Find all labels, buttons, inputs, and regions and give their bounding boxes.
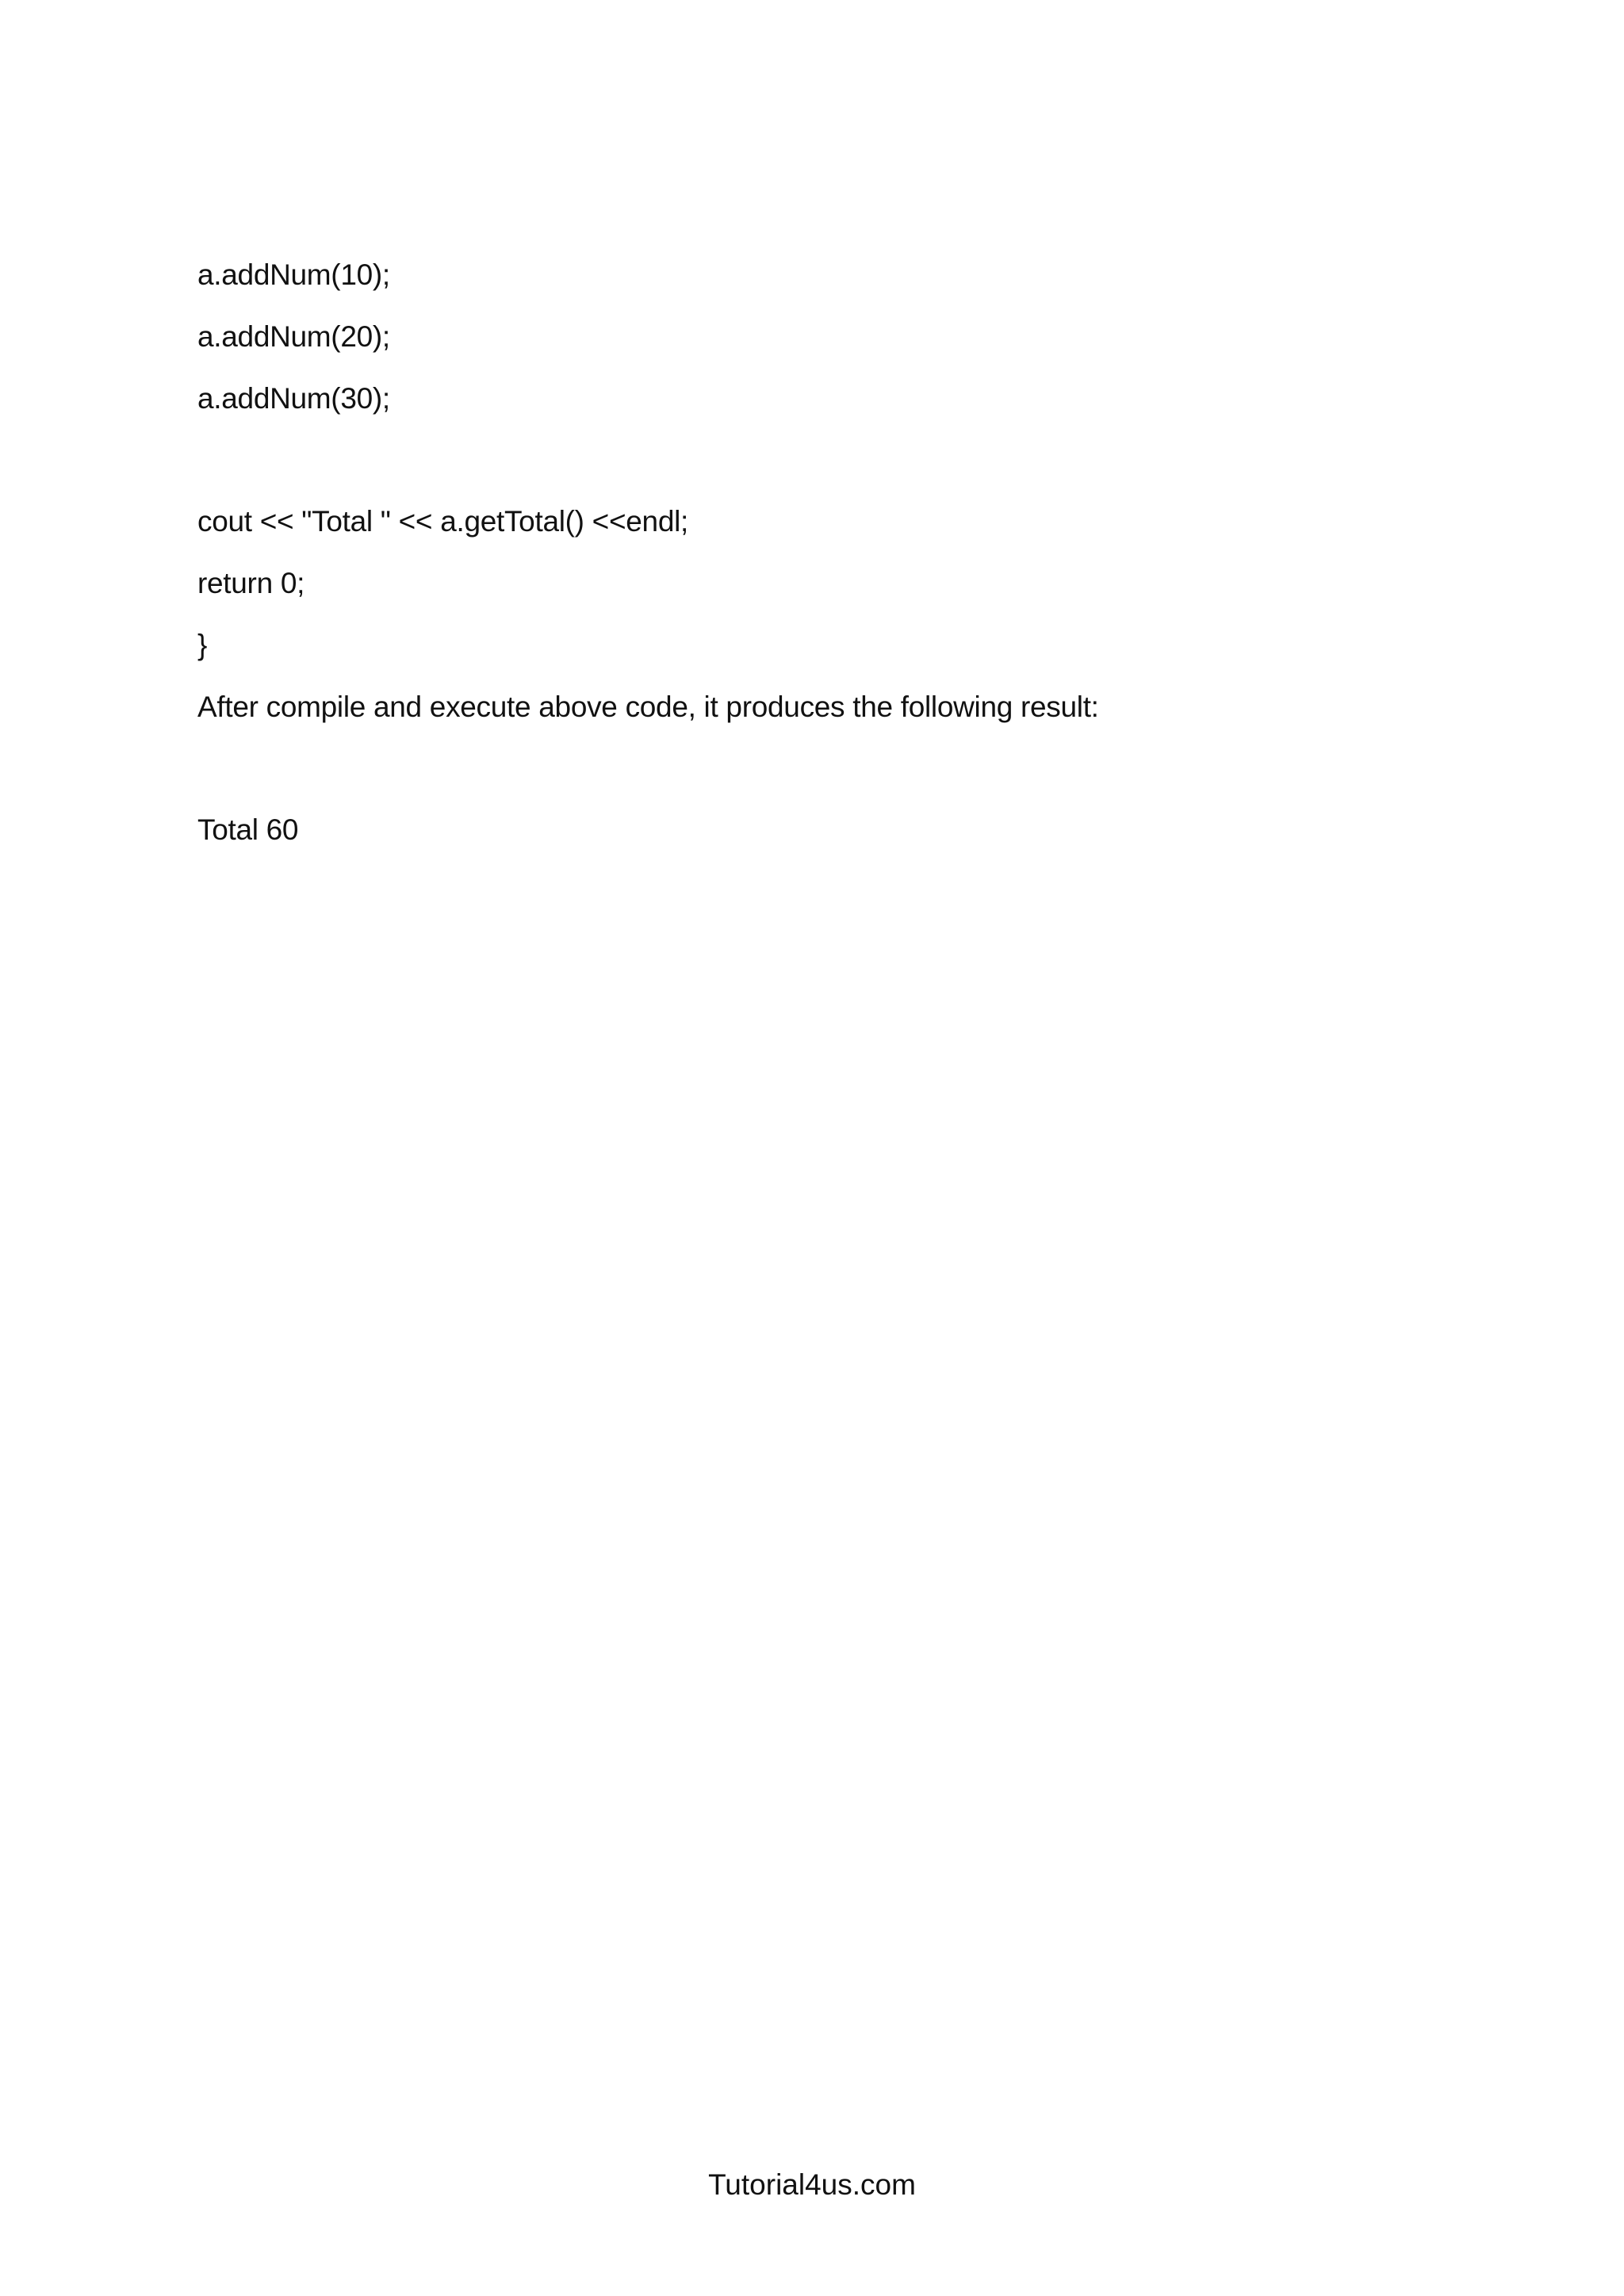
code-line-cout: cout << "Total " << a.getTotal() <<endl;	[197, 505, 689, 538]
code-line-addnum-20: a.addNum(20);	[197, 320, 390, 353]
code-line-addnum-30: a.addNum(30);	[197, 382, 390, 415]
code-line-closing-brace: }	[197, 629, 208, 661]
explanation-text: After compile and execute above code, it produces the following result:	[197, 691, 1099, 723]
page-footer: Tutorial4us.com	[708, 2168, 916, 2201]
code-line-addnum-10: a.addNum(10);	[197, 258, 390, 291]
code-line-return: return 0;	[197, 567, 305, 599]
output-result: Total 60	[197, 813, 299, 846]
